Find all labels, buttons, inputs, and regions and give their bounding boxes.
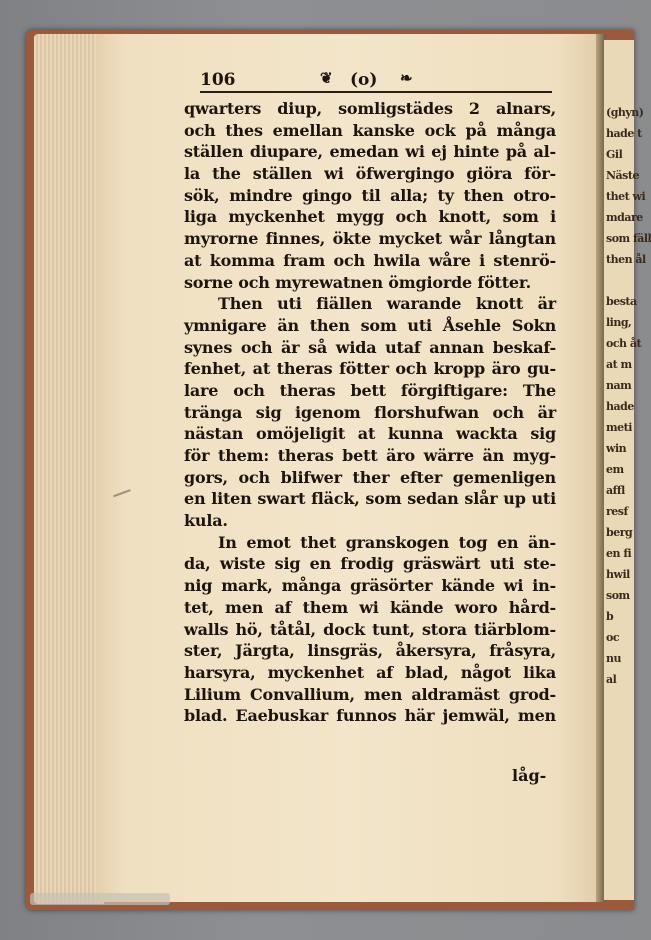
text-line: Lilium Convallium, men aldramäst grod- <box>184 684 556 704</box>
fleuron-right-icon: ❧ <box>400 69 413 87</box>
text-line: ymnigare än then som uti Åsehle Sokn <box>184 315 556 335</box>
text-line: sorne och myrewatnen ömgiorde fötter. <box>184 272 532 292</box>
fleuron-left-icon: ❦ <box>320 69 333 87</box>
text-line: fenhet, at theras fötter och kropp äro gu- <box>184 359 556 379</box>
text-line: da, wiste sig en frodig gräswärt uti ste- <box>184 554 556 574</box>
text-line: nig mark, många gräsörter kände wi in- <box>184 576 556 596</box>
page-clip <box>30 893 170 905</box>
text-line: ster, Järgta, linsgräs, åkersyra, fråsyra, <box>184 641 556 661</box>
text-line: myrorne finnes, ökte mycket wår långtan <box>184 229 556 249</box>
text-line: gors, och blifwer ther efter gemenligen <box>184 467 556 487</box>
text-line: walls hö, tåtål, dock tunt, stora tiärblom- <box>184 619 556 639</box>
text-line: at komma fram och hwila wåre i stenrö- <box>184 250 556 270</box>
text-line: qwarters diup, somligstädes 2 alnars, <box>184 99 556 118</box>
text-line: och thes emellan kanske ock på många <box>184 120 556 140</box>
header-rule <box>200 91 552 93</box>
paragraph-start: Then uti fiällen warande knott är <box>218 294 556 314</box>
text-line: sök, mindre gingo til alla; ty then otro- <box>184 185 556 205</box>
text-line: kula. <box>184 511 228 531</box>
text-line: liga myckenhet mygg och knott, som i <box>184 207 556 227</box>
text-line: harsyra, myckenhet af blad, något lika <box>184 662 556 682</box>
text-line: tränga sig igenom florshufwan och är <box>184 402 556 422</box>
page-number: 106 <box>200 70 236 90</box>
facing-page-text: (ghyn) hade t Gil Näste thet wi mdare som fäll then ål besta ling, och åt at m nam hade meti win em affl resf berg en fi hwil som b oc nu al <box>606 106 651 686</box>
text-line: för them: theras bett äro wärre än myg- <box>184 446 556 465</box>
text-line: tet, men af them wi kände woro hård- <box>184 597 556 617</box>
paragraph-start: In emot thet granskogen tog en än- <box>218 532 556 552</box>
catchword: låg- <box>512 766 547 785</box>
body-text <box>184 98 556 727</box>
running-head <box>200 70 560 90</box>
page-edges <box>34 34 104 904</box>
text-line: lare och theras bett förgiftigare: The <box>184 380 556 400</box>
text-line: ställen diupare, emedan wi ej hinte på al- <box>184 142 556 162</box>
text-line: nästan omöjeligit at kunna wackta sig <box>184 424 556 444</box>
text-line: en liten swart fläck, som sedan slår up uti <box>184 489 556 509</box>
text-line: blad. Eaebuskar funnos här jemwäl, men <box>184 706 556 726</box>
text-line: la the ställen wi öfwergingo giöra för- <box>184 164 556 184</box>
header-mark: (o) <box>350 70 378 90</box>
text-line: synes och är så wida utaf annan beskaf- <box>184 337 556 357</box>
facing-page <box>604 40 651 900</box>
